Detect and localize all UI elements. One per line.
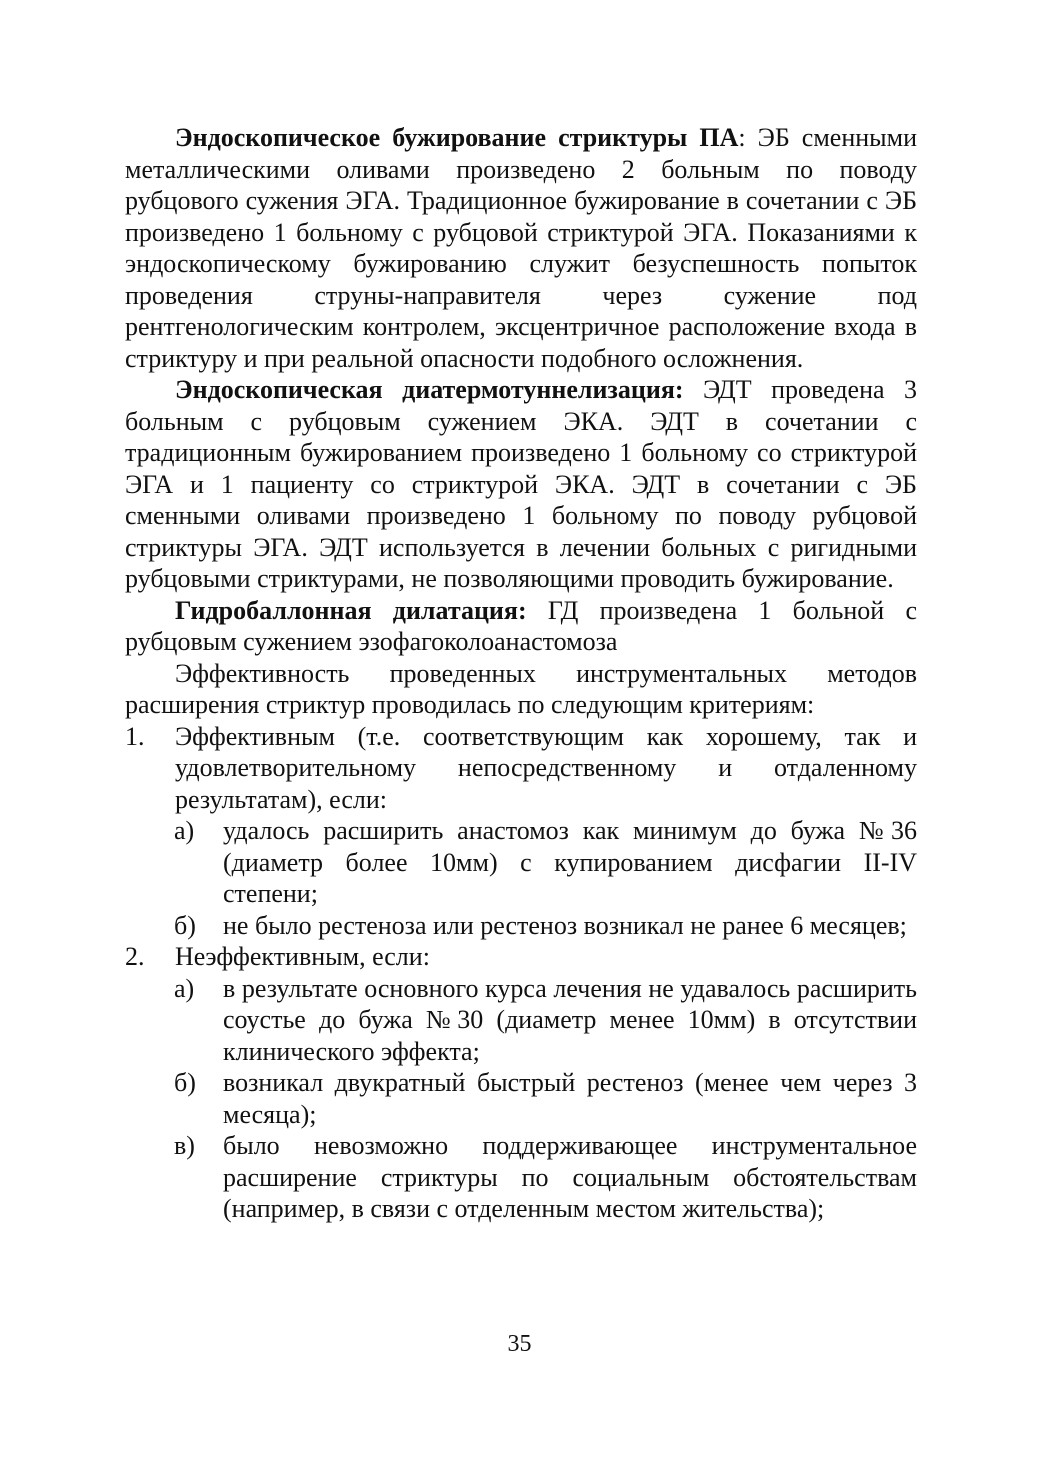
- sub-list-item: [125, 815, 917, 910]
- sub-list-item-letter: б): [174, 910, 196, 940]
- paragraph-endoscopic-bougienage: [125, 122, 917, 374]
- paragraph-heading: Эндоскопическое бужирование стриктуры ПА: [175, 123, 739, 152]
- page-number: 35: [507, 1331, 532, 1357]
- sub-list-item-letter: а): [174, 816, 195, 845]
- sub-list-item-text: в результате основного курса лечения не удавалось расширить соустье до бужа №30 (диаметр менее 10мм) в отсутствии клинического эффекта;: [223, 973, 917, 1066]
- paragraph-heading: Гидробаллонная дилатация:: [175, 595, 527, 625]
- list-item-text: Эффективным (т.е. соответствующим как хорошему, так и удовлетворительному непосредственному и отдаленному результатам), если:: [175, 721, 917, 814]
- sub-list-item: [125, 973, 917, 1068]
- sub-list-item-text: не было рестеноза или рестеноз возникал не ранее 6 месяцев;: [223, 910, 907, 940]
- sub-list-item-letter: а): [174, 973, 195, 1003]
- page-body: [125, 122, 917, 1225]
- paragraph-effectiveness-criteria: [125, 658, 917, 721]
- criteria-list: [125, 721, 917, 1225]
- list-item-number: 2.: [125, 942, 145, 971]
- sub-list-item-text: удалось расширить анастомоз как минимум до бужа №36 (диаметр более 10мм) с купированием дисфагии II-IV степени;: [223, 816, 917, 908]
- paragraph-text: Эффективность проведенных инструментальных методов расширения стриктур проводилась по следующим критериям:: [125, 658, 917, 719]
- sub-list-item-text: было невозможно поддерживающее инструментальное расширение стриктуры по социальным обстоятельствам (например, в связи с отделенным местом жительства);: [223, 1131, 917, 1223]
- paragraph-text: : ЭБ сменными металлическими оливами произведено 2 больным по поводу рубцового сужения ЭГА. Традиционное бужирование в сочетании с ЭБ произведено 1 больному с рубцовой стриктурой ЭГА. Показаниями к эндоскопическому бужированию служит безуспешность попыток проведения струны-направителя через сужение под рентгенологическим контролем, эксцентричное расположение входа в стриктуру и при реальной опасности подобного осложнения.: [125, 123, 917, 373]
- paragraph-heading: Эндоскопическая диатермотуннелизация:: [175, 375, 684, 404]
- paragraph-text: ЭДТ проведена 3 больным с рубцовым сужением ЭКА. ЭДТ в сочетании с традиционным бужированием произведено 1 больному со стриктурой ЭГА и 1 пациенту со стриктурой ЭКА. ЭДТ в сочетании с ЭБ сменными оливами произведено 1 больному по поводу рубцовой стриктуры ЭГА. ЭДТ используется в лечении больных с ригидными рубцовыми стриктурами, не позволяющими проводить бужирование.: [125, 375, 917, 593]
- sub-list-item: [125, 1067, 917, 1130]
- list-item: [125, 721, 917, 816]
- sub-list-item-letter: в): [174, 1131, 195, 1160]
- paragraph-text: ГД произведена 1 больной с рубцовым сужением эзофагоколоанастомоза: [125, 595, 917, 656]
- sub-list-item-text: возникал двукратный быстрый рестеноз (менее чем через 3 месяца);: [223, 1068, 917, 1129]
- list-item-number: 1.: [125, 721, 145, 751]
- sub-list-item: [125, 910, 917, 942]
- sub-list-item-letter: б): [174, 1068, 196, 1097]
- paragraph-balloon-dilatation: [125, 595, 917, 658]
- paragraph-diathermotunnelization: [125, 374, 917, 595]
- sub-list-item: [125, 1130, 917, 1225]
- list-item: [125, 941, 917, 973]
- list-item-text: Неэффективным, если:: [175, 942, 430, 971]
